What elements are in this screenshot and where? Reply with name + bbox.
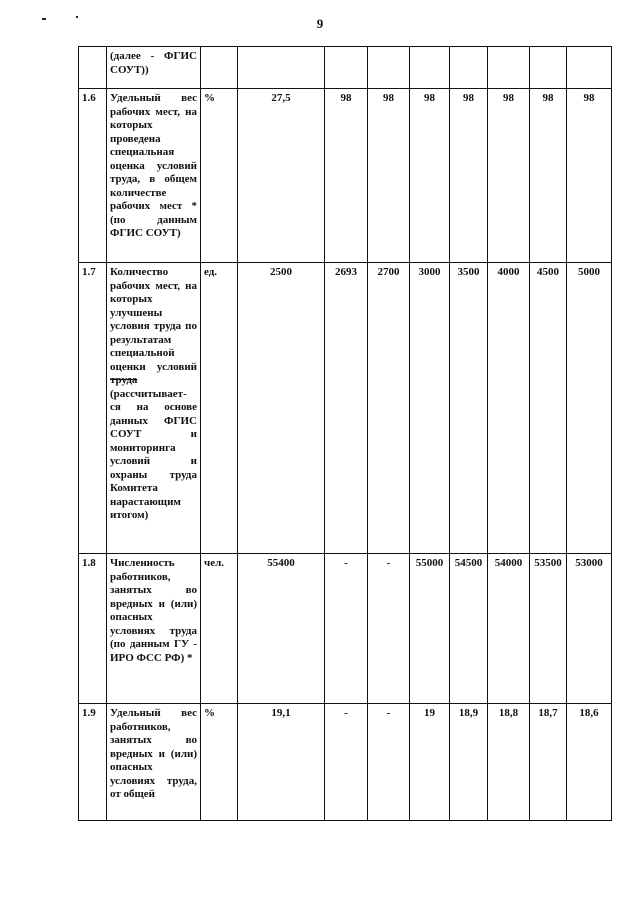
value-cell: 18,7 [530, 704, 567, 821]
value-cell: - [325, 554, 368, 704]
table-row [79, 554, 612, 704]
row-number: 1.6 [79, 89, 107, 263]
value-cell: 98 [567, 89, 612, 263]
value-cell [530, 47, 567, 89]
table-row [79, 704, 612, 821]
value-cell: 98 [530, 89, 567, 263]
value-cell: 18,9 [450, 704, 488, 821]
table-row [79, 47, 612, 89]
value-cell: 2700 [368, 263, 410, 554]
indicator-name: Удельный вес работников, занятых во вредных и (или) опасных условиях труда, от общей [107, 704, 201, 821]
indicator-name-part: (рассчитывает-ся на основе данных ФГИС СОУТ и мониторинга условий и охраны труда Комитета нарастающим итогом) [110, 387, 197, 521]
value-cell: 98 [325, 89, 368, 263]
value-cell: 2500 [238, 263, 325, 554]
row-number: 1.8 [79, 554, 107, 704]
value-cell [450, 47, 488, 89]
value-cell: 55000 [410, 554, 450, 704]
struck-word: труда [110, 374, 138, 386]
value-cell: 54500 [450, 554, 488, 704]
value-cell: 98 [450, 89, 488, 263]
unit-cell: % [201, 704, 238, 821]
value-cell: 98 [368, 89, 410, 263]
indicator-name: Численность работников, занятых во вредных и (или) опасных условиях труда (по данным ГУ - ИРО ФСС РФ) * [107, 554, 201, 704]
indicator-name: (далее - ФГИС СОУТ)) [107, 47, 201, 89]
value-cell: 27,5 [238, 89, 325, 263]
value-cell: 98 [410, 89, 450, 263]
value-cell: - [368, 554, 410, 704]
row-number [79, 47, 107, 89]
value-cell: 53000 [567, 554, 612, 704]
value-cell: 53500 [530, 554, 567, 704]
value-cell [410, 47, 450, 89]
value-cell: 18,8 [488, 704, 530, 821]
value-cell: 98 [488, 89, 530, 263]
value-cell [325, 47, 368, 89]
value-cell: - [368, 704, 410, 821]
value-cell: 3500 [450, 263, 488, 554]
value-cell: 4500 [530, 263, 567, 554]
unit-cell: чел. [201, 554, 238, 704]
unit-cell [201, 47, 238, 89]
table-row [79, 89, 612, 263]
value-cell: 19,1 [238, 704, 325, 821]
value-cell: 19 [410, 704, 450, 821]
indicator-name-part: Количество рабочих мест, на которых улучшены условия труда по результатам специальной оценки условий [110, 266, 197, 373]
row-number: 1.7 [79, 263, 107, 554]
value-cell: 4000 [488, 263, 530, 554]
value-cell: 55400 [238, 554, 325, 704]
value-cell: 2693 [325, 263, 368, 554]
page-number: 9 [316, 16, 324, 31]
table-row [79, 263, 612, 554]
value-cell [488, 47, 530, 89]
indicators-table [78, 46, 612, 821]
value-cell: - [325, 704, 368, 821]
value-cell: 5000 [567, 263, 612, 554]
value-cell: 18,6 [567, 704, 612, 821]
value-cell [567, 47, 612, 89]
value-cell [238, 47, 325, 89]
value-cell: 3000 [410, 263, 450, 554]
unit-cell: ед. [201, 263, 238, 554]
value-cell: 54000 [488, 554, 530, 704]
row-number: 1.9 [79, 704, 107, 821]
unit-cell: % [201, 89, 238, 263]
indicator-name [107, 263, 201, 554]
indicator-name: Удельный вес рабочих мест, на которых проведена специальная оценка условий труда, в общем количестве рабочих мест * (по данным ФГИС СОУТ) [107, 89, 201, 263]
value-cell [368, 47, 410, 89]
